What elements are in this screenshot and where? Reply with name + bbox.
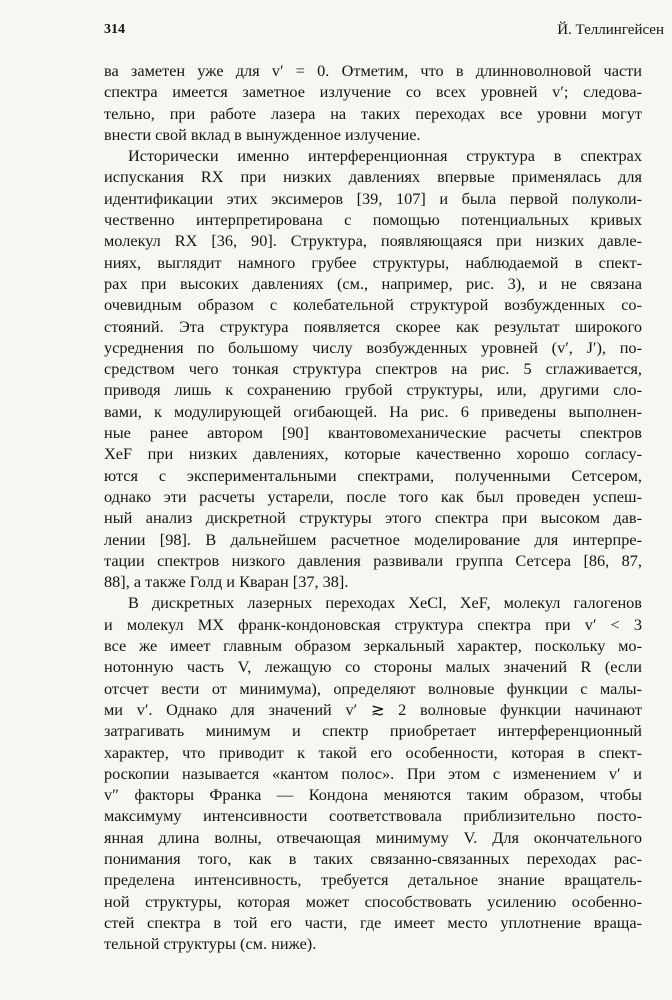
body-text bbox=[104, 60, 642, 954]
text-line: и молекул MX франк-кондоновская структура спектра при v′ < 3 bbox=[104, 614, 642, 634]
text-line: ный анализ дискретной структуры этого спектра при высоком дав- bbox=[104, 508, 642, 528]
paragraph-2 bbox=[104, 145, 642, 592]
paragraph-3 bbox=[104, 592, 642, 954]
text-line: янная длина волны, отвечающая минимуму V. Для окончательного bbox=[104, 827, 642, 847]
text-line: отсчет вести от минимума), определяют волновые функции с малы- bbox=[104, 678, 642, 698]
text-line: Исторически именно интерференционная структура в спектрах bbox=[128, 146, 642, 166]
paragraph-1 bbox=[104, 60, 642, 145]
text-line: рах при высоких давлениях (см., например, рис. 3), и не связана bbox=[104, 273, 642, 293]
text-line: нотонную часть V, лежащую со стороны малых значений R (если bbox=[104, 657, 642, 677]
page-number: 314 bbox=[104, 22, 125, 37]
text-line: идентификации этих эксимеров [39, 107] и была первой полуколи- bbox=[104, 188, 642, 208]
text-line: очевидным образом с колебательной структурой возбужденных со- bbox=[104, 295, 642, 315]
text-line: ниях, выглядит намного грубее структуры, наблюдаемой в спект- bbox=[104, 252, 642, 272]
text-line: затрагивать минимум и спектр приобретает интерференционный bbox=[104, 721, 642, 741]
text-line: испускания RX при низких давлениях впервые применялась для bbox=[104, 167, 642, 187]
text-line: тации спектров низкого давления развивали группа Сетсера [86, 87, bbox=[104, 550, 642, 570]
text-line: ются с экспериментальными спектрами, полученными Сетсером, bbox=[104, 465, 642, 485]
text-line: понимания того, как в таких связанно-связанных переходах рас- bbox=[104, 848, 642, 868]
text-line: вами, к модулирующей огибающей. На рис. 6 приведены выполнен- bbox=[104, 401, 642, 421]
page-header bbox=[104, 22, 664, 44]
text-line: чественно интерпретирована с помощью потенциальных кривых bbox=[104, 210, 642, 230]
text-line: В дискретных лазерных переходах XeCl, XeF, молекул галогенов bbox=[128, 593, 642, 613]
text-line: роскопии называется «кантом полос». При этом с изменением v′ и bbox=[104, 763, 642, 783]
text-line: лении [98]. В дальнейшем расчетное моделирование для интерпре- bbox=[104, 529, 642, 549]
text-line: стей спектра в той его части, где имеет место уплотнение враща- bbox=[104, 912, 642, 932]
text-line: тельной структуры (см. ниже). bbox=[104, 934, 317, 954]
text-line: XeF при низких давлениях, которые качественно хорошо согласу- bbox=[104, 444, 642, 464]
text-line: ва заметен уже для v′ = 0. Отметим, что в длинноволновой части bbox=[104, 61, 642, 80]
text-line: молекул RX [36, 90]. Структура, появляющаяся при низких давле- bbox=[104, 231, 642, 251]
text-line: внести свой вклад в вынужденное излучение. bbox=[104, 124, 421, 144]
text-line: ми v′. Однако для значений v′ ≳ 2 волновые функции начинают bbox=[104, 699, 642, 719]
text-line: все же имеет главным образом зеркальный характер, поскольку мо- bbox=[104, 636, 642, 656]
text-line: 88], а также Голд и Кваран [37, 38]. bbox=[104, 572, 349, 592]
text-line: спектра имеется заметное излучение со всех уровней v′; следова- bbox=[104, 82, 642, 102]
text-line: v″ факторы Франка — Кондона меняются таким образом, чтобы bbox=[104, 785, 642, 805]
text-line: однако эти расчеты устарели, после того как был проведен успеш- bbox=[104, 486, 642, 506]
text-line: усреднения по большому числу возбужденных уровней (v′, J′), по- bbox=[104, 337, 642, 357]
text-line: приводя лишь к сохранению грубой структуры, или, другими сло- bbox=[104, 380, 642, 400]
text-line: характер, что приводит к такой его особенности, которая в спект- bbox=[104, 742, 642, 762]
text-line: стояний. Эта структура появляется скорее как результат широкого bbox=[104, 316, 642, 336]
text-line: пределена интенсивность, требуется детальное знание вращатель- bbox=[104, 870, 642, 890]
text-line: максимуму интенсивности соответствовала приблизительно посто- bbox=[104, 806, 642, 826]
text-line: тельно, при работе лазера на таких переходах все уровни могут bbox=[104, 103, 642, 123]
text-line: ной структуры, которая может способствовать усилению особенно- bbox=[104, 891, 642, 911]
running-head-author: Й. Теллингейсен bbox=[557, 22, 664, 38]
text-line: ные ранее автором [90] квантовомеханические расчеты спектров bbox=[104, 423, 642, 443]
text-line: средством чего тонкая структура спектров на рис. 5 сглаживается, bbox=[104, 359, 642, 379]
